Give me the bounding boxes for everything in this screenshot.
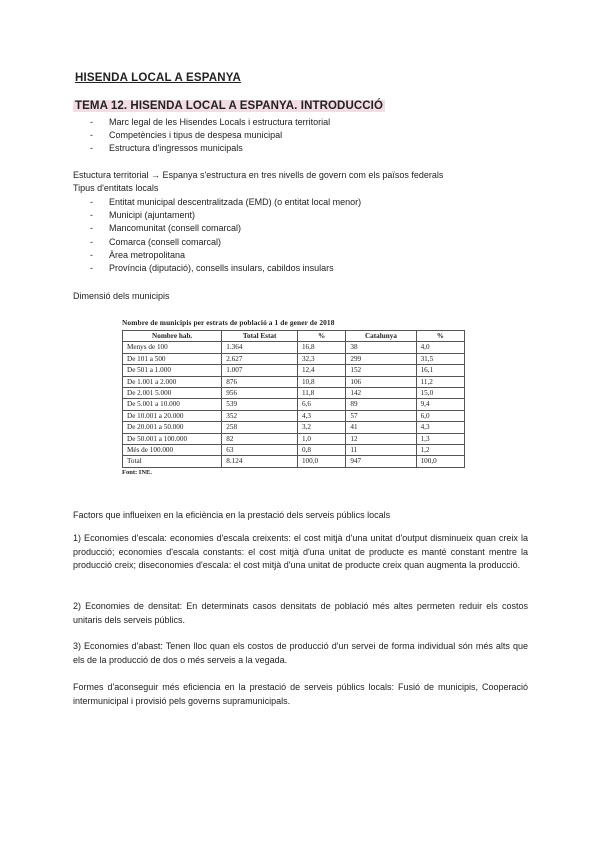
table-row-label: De 101 a 500: [123, 353, 222, 364]
table-cell: 4,3: [297, 410, 345, 421]
paragraph-economies-scale: 1) Economies d'escala: economies d'escala creixents: el cost mitjà d'una unitat d'output disminueix quan creix la producció; economies d'escala constants: el cost mitjà d'una unitat de producte es manté constant mentre la producció creix; diseconomies d'escala: el cost mitjà d'una unitat de producte creix quan augmenta la producció.: [73, 533, 528, 570]
table-row: [123, 422, 465, 433]
table-cell: 258: [222, 422, 298, 433]
table-cell: 11,2: [416, 376, 464, 387]
table-cell: 352: [222, 410, 298, 421]
table-row: [123, 445, 465, 456]
table-cell: 4,3: [416, 422, 464, 433]
section-title: TEMA 12. HISENDA LOCAL A ESPANYA. INTRODUCCIÓ: [75, 100, 384, 112]
table-cell: 142: [346, 388, 416, 399]
column-header: Catalunya: [346, 331, 416, 342]
table-cell: 1.364: [222, 342, 298, 353]
table-cell: 3,2: [297, 422, 345, 433]
table-row: [123, 399, 465, 410]
table-cell: 876: [222, 376, 298, 387]
table-row-label: De 2.001 5.000: [123, 388, 222, 399]
list-item: - Municipi (ajuntament): [90, 210, 196, 221]
table-row-label: De 20.001 a 50.000: [123, 422, 222, 433]
list-item: - Marc legal de les Hisendes Locals i estructura territorial: [90, 117, 331, 127]
list-item-text: Competències i tipus de despesa municipal: [109, 130, 283, 141]
table-row: [123, 433, 465, 444]
table-cell: 6,0: [416, 410, 464, 421]
table-row-label: Total: [123, 456, 222, 467]
table-cell: 539: [222, 399, 298, 410]
table-cell: 106: [346, 376, 416, 387]
table-cell: 152: [346, 365, 416, 376]
table-cell: 32,3: [297, 353, 345, 364]
table-cell: 82: [222, 433, 298, 444]
list-item: - Competències i tipus de despesa municipal: [90, 130, 283, 141]
table-cell: 1,2: [416, 445, 464, 456]
table-row: [123, 388, 465, 399]
table-row: [123, 342, 465, 353]
list-item: - Mancomunitat (consell comarcal): [90, 223, 242, 234]
table-cell: 1.007: [222, 365, 298, 376]
table-cell: 8.124: [222, 456, 298, 467]
list-item: - Estructura d'ingressos municipals: [90, 143, 243, 154]
table-row: [123, 365, 465, 376]
list-item: - Àrea metropolitana: [90, 249, 186, 260]
table-cell: 11,8: [297, 388, 345, 399]
table-cell: 100,0: [297, 456, 345, 467]
table-row: [123, 353, 465, 364]
table-cell: 57: [346, 410, 416, 421]
table-cell: 12,4: [297, 365, 345, 376]
paragraph-economies-density: 2) Economies de densitat: En determinats casos densitats de població més altes permeten reduir els costos unitaris dels serveis públics.: [73, 601, 528, 625]
factors-heading: Factors que influeixen en la eficiència en la prestació dels serveis públics locals: [73, 510, 391, 520]
table-header-row: [123, 331, 465, 342]
entities-list: [90, 196, 510, 275]
list-item-text: Mancomunitat (consell comarcal): [109, 223, 242, 234]
table-cell: 100,0: [416, 456, 464, 467]
table-row-label: Menys de 100: [123, 342, 222, 353]
list-item-text: Comarca (consell comarcal): [109, 236, 222, 247]
table-cell: 299: [346, 353, 416, 364]
table-row-label: De 10.001 a 20.000: [123, 410, 222, 421]
table-cell: 89: [346, 399, 416, 410]
table-cell: 947: [346, 456, 416, 467]
table-cell: 0,8: [297, 445, 345, 456]
list-item: - Província (diputació), consells insulars, cabildos insulars: [90, 262, 334, 273]
municipalities-table-figure: [122, 318, 470, 476]
table-cell: 956: [222, 388, 298, 399]
municipalities-table: [122, 330, 465, 468]
list-item: - Entitat municipal descentralitzada (EMD) (o entitat local menor): [90, 197, 362, 207]
table-cell: 41: [346, 422, 416, 433]
table-row: [123, 410, 465, 421]
table-cell: 38: [346, 342, 416, 353]
table-source: Font: INE.: [122, 468, 152, 476]
table-cell: 6,6: [297, 399, 345, 410]
list-item-text: Estructura d'ingressos municipals: [109, 143, 243, 154]
dimension-heading: Dimensió dels municipis: [73, 291, 170, 301]
table-row-label: De 5.001 a 10.000: [123, 399, 222, 410]
table-cell: 15,0: [416, 388, 464, 399]
column-header: %: [416, 331, 464, 342]
table-row-label: Més de 100.000: [123, 445, 222, 456]
table-cell: 4,0: [416, 342, 464, 353]
table-cell: 9,4: [416, 399, 464, 410]
table-row-label: De 1.001 a 2.000: [123, 376, 222, 387]
intro-list: [90, 116, 510, 156]
document-title: HISENDA LOCAL A ESPANYA: [75, 72, 242, 84]
table-row-label: De 501 a 1.000: [123, 365, 222, 376]
territorial-structure-line: Estuctura territorial → Espanya s'estructura en tres nivells de govern com els països federals: [73, 170, 444, 180]
table-cell: 10,8: [297, 376, 345, 387]
table-row-label: De 50.001 a 100.000: [123, 433, 222, 444]
list-item: - Comarca (consell comarcal): [90, 236, 222, 247]
column-header: Nombre hab.: [123, 331, 222, 342]
list-item-text: Província (diputació), consells insulars, cabildos insulars: [109, 262, 334, 273]
list-item-text: Àrea metropolitana: [109, 249, 186, 260]
table-row: [123, 376, 465, 387]
list-item-text: Marc legal de les Hisendes Locals i estructura territorial: [109, 117, 331, 127]
entities-heading: Tipus d'entitats locals: [73, 183, 159, 193]
table-cell: 16,8: [297, 342, 345, 353]
list-item-text: Municipi (ajuntament): [109, 210, 196, 221]
table-cell: 63: [222, 445, 298, 456]
table-cell: 12: [346, 433, 416, 444]
table-cell: 1,0: [297, 433, 345, 444]
table-cell: 2.627: [222, 353, 298, 364]
paragraph-efficiency-forms: Formes d'aconseguir més eficiencia en la prestació de serveis públics locals: Fusió de municipis, Cooperació intermunicipal i provisió pels governs supramunicipals.: [73, 682, 528, 706]
paragraph-economies-scope: 3) Economies d'abast: Tenen lloc quan els costos de producció d'un servei de forma individual són més alts que els de la producció de dos o més serveis a la vegada.: [73, 641, 528, 665]
table-caption: Nombre de municipis per estrats de població a 1 de gener de 2018: [122, 318, 335, 327]
column-header: Total Estat: [222, 331, 298, 342]
table-cell: 11: [346, 445, 416, 456]
list-item-text: Entitat municipal descentralitzada (EMD) (o entitat local menor): [109, 197, 362, 207]
table-cell: 1,3: [416, 433, 464, 444]
table-cell: 31,5: [416, 353, 464, 364]
table-cell: 16,1: [416, 365, 464, 376]
column-header: %: [297, 331, 345, 342]
table-total-row: [123, 456, 465, 467]
